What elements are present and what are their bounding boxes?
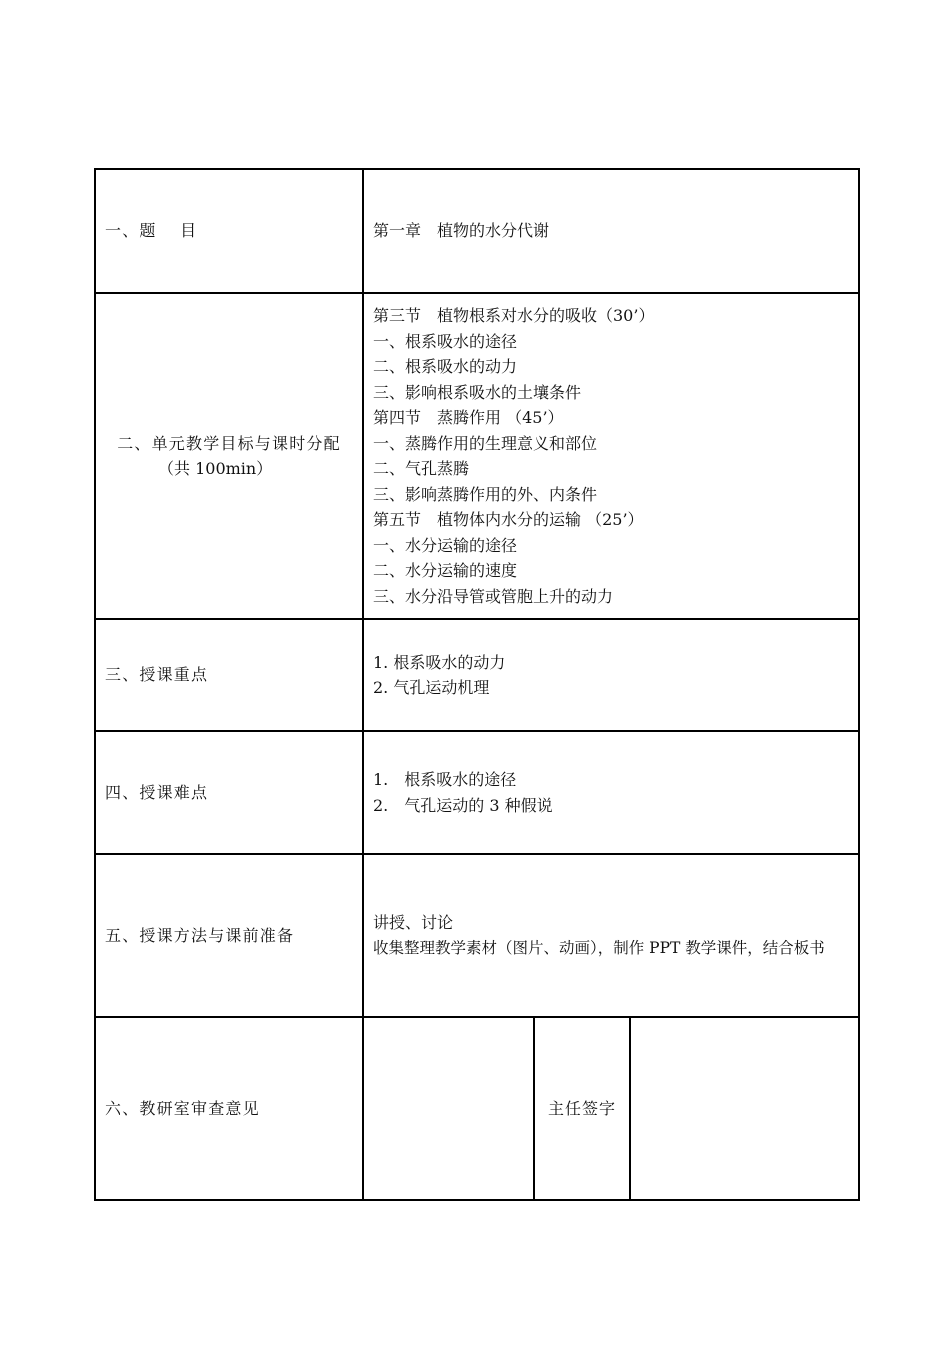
objectives-line: 二、气孔蒸腾 [373, 459, 470, 478]
director-signature-label: 主任签字 [534, 1017, 630, 1200]
key-points-content [363, 619, 859, 731]
key-point-item: 2. 气孔运动机理 [373, 678, 490, 697]
review-label: 六、教研室审查意见 [95, 1017, 363, 1200]
objectives-line: 三、影响根系吸水的土壤条件 [373, 382, 582, 402]
objectives-line: 第三节 植物根系对水分的吸收（30’） [373, 306, 655, 325]
objectives-line: 二、根系吸水的动力 [373, 357, 518, 376]
objectives-line: 第四节 蒸腾作用 （45’） [373, 408, 564, 427]
objectives-line: 三、影响蒸腾作用的外、内条件 [373, 484, 598, 504]
row-methods [95, 854, 859, 1017]
row-difficult-points [95, 731, 859, 854]
difficult-point-item: 1. 根系吸水的途径 [373, 770, 517, 789]
objectives-label-cell [95, 293, 363, 619]
objectives-line: 一、根系吸水的途径 [373, 331, 518, 351]
methods-line: 讲授、讨论 [373, 913, 454, 932]
row-review [95, 1017, 859, 1200]
lesson-plan-table [94, 168, 860, 1201]
methods-content [363, 854, 859, 1017]
topic-label: 一、题 目 [95, 169, 363, 293]
difficult-points-label: 四、授课难点 [95, 731, 363, 854]
key-point-item: 1. 根系吸水的动力 [373, 652, 506, 672]
objectives-label: 二、单元教学目标与课时分配 [117, 433, 341, 453]
difficult-point-item: 2. 气孔运动的 3 种假说 [373, 795, 553, 815]
topic-content: 第一章 植物的水分代谢 [363, 169, 859, 293]
key-points-label: 三、授课重点 [95, 619, 363, 731]
difficult-points-content [363, 731, 859, 854]
row-objectives [95, 293, 859, 619]
objectives-line: 三、水分沿导管或管胞上升的动力 [373, 586, 614, 606]
objectives-content [363, 293, 859, 619]
row-topic [95, 169, 859, 293]
methods-line: 收集整理教学素材（图片、动画），制作 PPT 教学课件，结合板书 [373, 938, 825, 957]
row-key-points [95, 619, 859, 731]
objectives-line: 一、水分运输的途径 [373, 535, 518, 555]
objectives-line: 二、水分运输的速度 [373, 561, 518, 580]
objectives-line: 第五节 植物体内水分的运输 （25’） [373, 510, 644, 529]
objectives-line: 一、蒸腾作用的生理意义和部位 [373, 433, 598, 453]
review-opinion-cell [363, 1017, 534, 1200]
methods-label: 五、授课方法与课前准备 [95, 854, 363, 1017]
objectives-sublabel: （共 100min） [158, 459, 273, 478]
director-signature-cell [630, 1017, 859, 1200]
